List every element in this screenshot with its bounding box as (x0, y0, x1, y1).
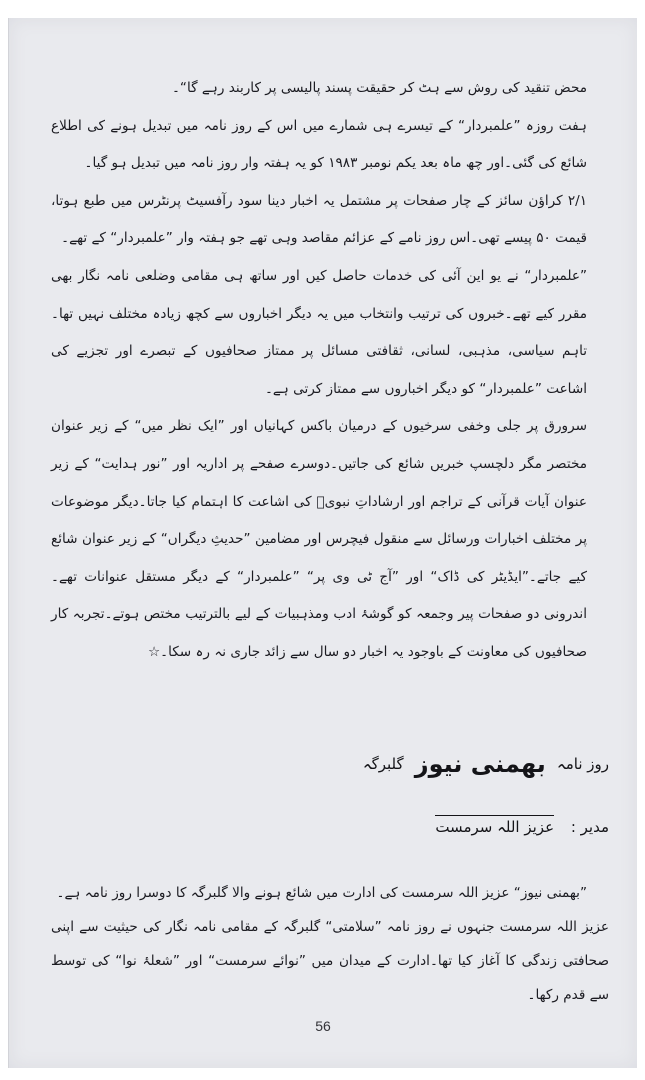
document-page (8, 18, 637, 1068)
top-text-section (51, 70, 609, 672)
newspaper-heading (51, 750, 609, 778)
editor-name: عزیز اللہ سرمست (435, 815, 554, 836)
paragraph-weekly-to-daily: ہفت روزہ ”علمبردار“ کے تیسرے ہی شمارے میں اس کے روز نامہ میں تبدیل ہونے کی اطلاع شائع کی گئی۔اور چھ ماہ بعد یکم نومبر ۱۹۸۳ کو یہ ہفتہ وار روز نامہ میں تبدیل ہو گیا۔ (51, 117, 587, 172)
heading-newspaper-name: بھمنی نیوز (414, 750, 546, 778)
paragraph-print-details: ۲/۱ کراؤن سائز کے چار صفحات پر مشتمل یہ اخبار دینا سود رآفسیٹ پرنٹرس میں طبع ہوتا، قیمت ۵۰ پیسے تھی۔اس روز نامے کے عزائم مقاصد وہی تھے جو ہفتہ وار ”علمبردار“ کے تھے۔ (51, 192, 587, 247)
heading-city: گلبرگہ (362, 755, 404, 773)
paragraph-editor-background: عزیز اللہ سرمست جنہوں نے روز نامہ ”سلامتی“ گلبرگہ کے مقامی نامہ نگار کی حیثیت سے اپنی صحافتی زندگی کا آغاز کیا تھا۔ادارت کے میدان میں ”نوائے سرمست“ اور ”شعلۂ نوا“ کی توسط سے قدم رکھا۔ (51, 919, 609, 1003)
paragraph-layout-columns: سرورق پر جلی وخفی سرخیوں کے درمیان باکس کہانیاں اور ”ایک نظر میں“ کے زیر عنوان مختصر مگر دلچسپ خبریں شائع کی جاتیں۔دوسرے صفحے پر اداریہ اور ”نور ہدایت“ کے زیر عنوان آیات قرآنی کے تراجم اور ارشاداتِ نبویؐ کی اشاعت کا اہتمام کیا جاتا۔دیگر موضوعات پر مختلف اخبارات ورسائل سے منقول فیچرس اور مضامین ”حدیثِ دیگراں“ کے زیر عنوان شائع کیے جاتے۔”ایڈیٹر کی ڈاک“ اور ”آج ٹی وی پر“ ”علمبردار“ کے دیگر مستقل عنوانات تھے۔اندرونی دو صفحات پیر وجمعہ کو گوشۂ ادب ومذہبیات کے لیے بالترتیب مختص ہوتے۔تجربہ کار صحافیوں کی معاونت کے باوجود یہ اخبار دو سال سے زائد جاری نہ رہ سکا۔☆ (51, 418, 587, 660)
bottom-text-section (51, 876, 609, 1012)
paragraph-quote-end: محض تنقید کی روش سے ہٹ کر حقیقت پسند پالیسی پر کاربند رہے گا“۔ (171, 80, 587, 96)
paragraph-news-coverage: ”علمبردار“ نے یو این آئی کی خدمات حاصل کیں اور ساتھ ہی مقامی وضلعی نامہ نگار بھی مقرر کیے تھے۔خبروں کی ترتیب وانتخاب میں یہ دیگر اخباروں سے کچھ زیادہ مختلف نہیں تھا۔تاہم سیاسی، مذہبی، لسانی، ثقافتی مسائل پر ممتاز صحافیوں کے تبصرے اور تجزیے کی اشاعت ”علمبردار“ کو دیگر اخباروں سے ممتاز کرتی ہے۔ (51, 267, 587, 397)
editor-line (51, 818, 609, 836)
page-number: 56 (315, 1018, 331, 1034)
paragraph-bhamni-intro: ”بھمنی نیوز“ عزیز اللہ سرمست کی ادارت میں شائع ہونے والا گلبرگہ کا دوسرا روز نامہ ہے۔ (56, 885, 587, 901)
heading-prefix: روز نامہ (556, 755, 609, 773)
editor-label: مدیر : (570, 818, 609, 836)
